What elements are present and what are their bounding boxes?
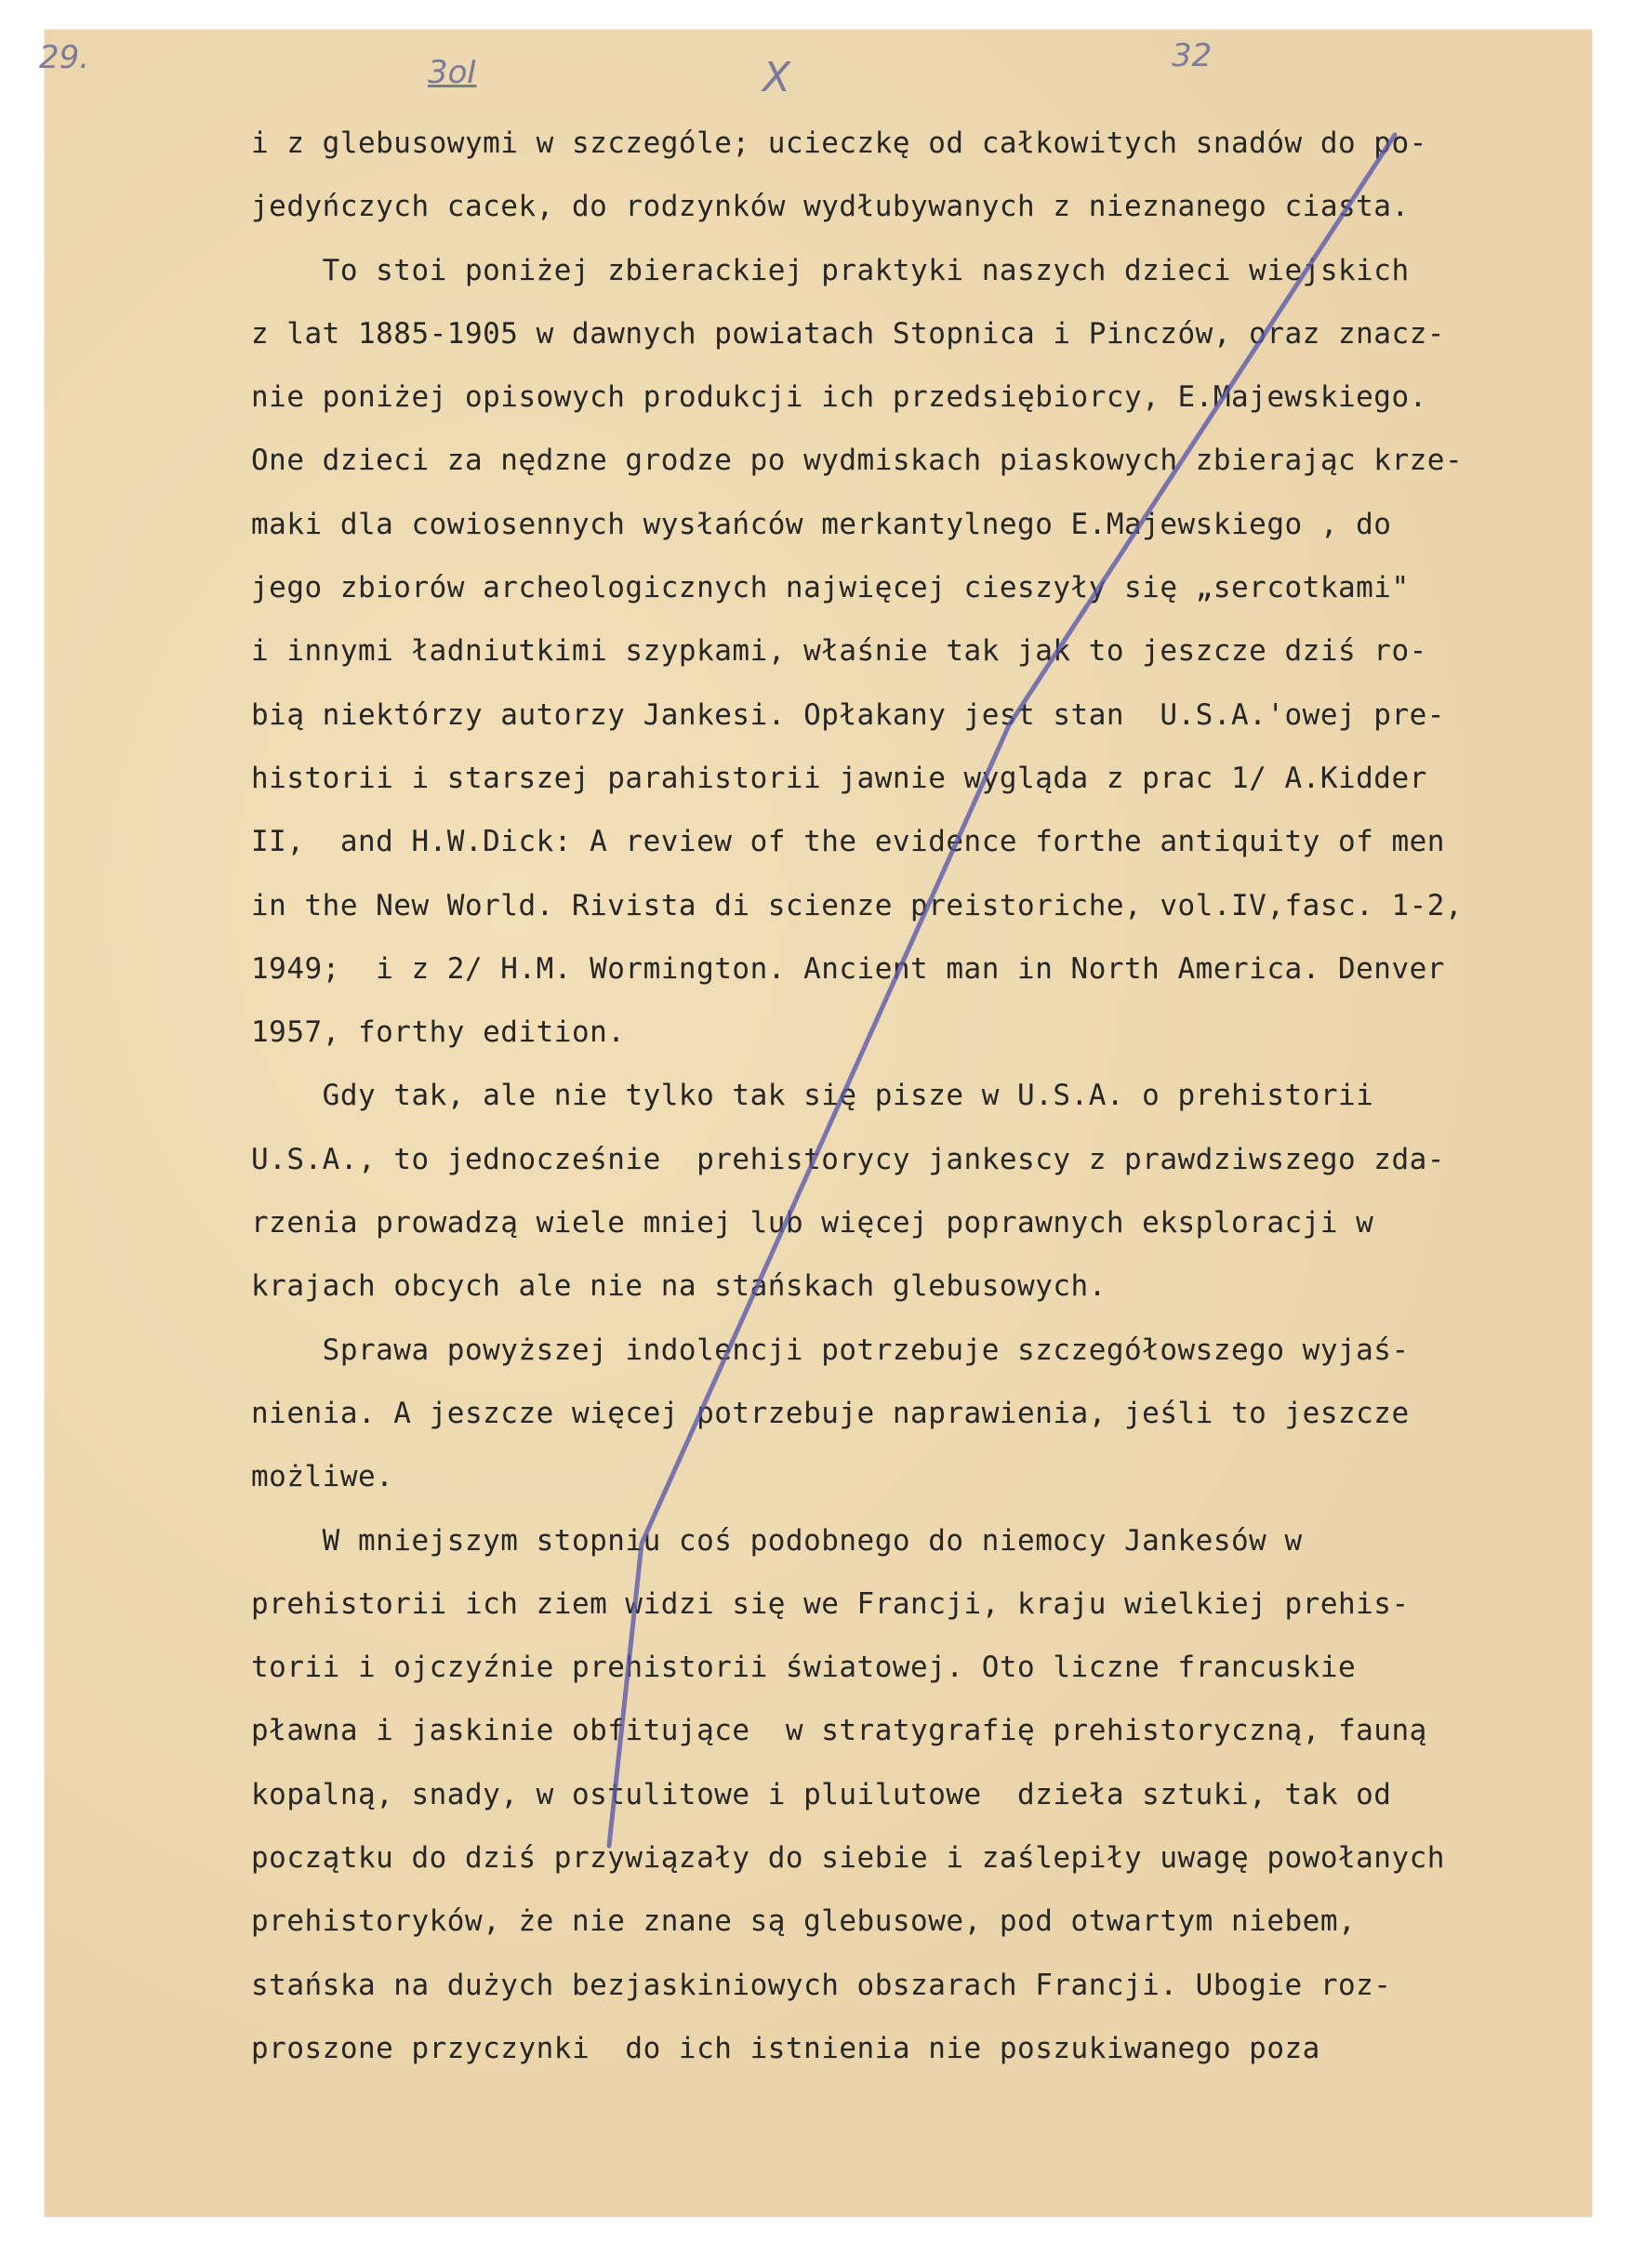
text-line: prehistoryków, że nie znane są glebusowe, pod otwartym niebem, bbox=[251, 1904, 1357, 1939]
cross-mark: X bbox=[762, 54, 791, 101]
text-line: pławna i jaskinie obfitujące w stratygrafię prehistoryczną, fauną bbox=[251, 1714, 1427, 1748]
text-line: początku do dziś przywiązały do siebie i zaślepiły uwagę powołanych bbox=[251, 1841, 1445, 1876]
text-line: nie poniżej opisowych produkcji ich przedsiębiorcy, E.Majewskiego. bbox=[251, 380, 1427, 415]
text-line: To stoi poniżej zbierackiej praktyki naszych dzieci wiejskich bbox=[251, 253, 1410, 287]
typewritten-body bbox=[251, 112, 1581, 2080]
text-line: W mniejszym stopniu coś podobnego do niemocy Jankesów w bbox=[251, 1523, 1303, 1558]
text-line: maki dla cowiosennych wysłańców merkantylnego E.Majewskiego , do bbox=[251, 507, 1392, 541]
text-line: z lat 1885-1905 w dawnych powiatach Stopnica i Pinczów, oraz znacz- bbox=[251, 316, 1445, 351]
text-line: kopalną, snady, w ostulitowe i pluilutowe dzieła sztuki, tak od bbox=[251, 1777, 1392, 1811]
text-line: 1949; i z 2/ H.M. Wormington. Ancient man in North America. Denver bbox=[251, 951, 1445, 986]
text-line: prehistorii ich ziem widzi się we Francji, kraju wielkiej prehis- bbox=[251, 1586, 1410, 1621]
text-line: rzenia prowadzą wiele mniej lub więcej poprawnych eksploracji w bbox=[251, 1206, 1374, 1240]
text-line: 1957, forthy edition. bbox=[251, 1015, 626, 1050]
text-line: U.S.A., to jednocześnie prehistorycy jankescy z prawdziwszego zda- bbox=[251, 1142, 1445, 1176]
text-line: nienia. A jeszcze więcej potrzebuje naprawienia, jeśli to jeszcze bbox=[251, 1396, 1410, 1430]
text-line: bią niektórzy autorzy Jankesi. Opłakany jest stan U.S.A.'owej pre- bbox=[251, 697, 1445, 732]
text-line: torii i ojczyźnie prehistorii światowej. Oto liczne francuskie bbox=[251, 1651, 1357, 1685]
text-line: historii i starszej parahistorii jawnie wygląda z prac 1/ A.Kidder bbox=[251, 761, 1427, 795]
text-line: możliwe. bbox=[251, 1460, 394, 1494]
folio-note: 3oI bbox=[428, 54, 477, 91]
text-line: jego zbiorów archeologicznych najwięcej cieszyły się „sercotkami" bbox=[251, 571, 1410, 605]
text-line: II, and H.W.Dick: A review of the evidence forthe antiquity of men bbox=[251, 825, 1445, 859]
text-line: Sprawa powyższej indolencji potrzebuje szczegółowszego wyjaś- bbox=[251, 1333, 1410, 1367]
text-line: proszone przyczynki do ich istnienia nie poszukiwanego poza bbox=[251, 2031, 1320, 2065]
text-line: in the New World. Rivista di scienze preistoriche, vol.IV,fasc. 1-2, bbox=[251, 888, 1464, 922]
text-line: i innymi ładniutkimi szypkami, właśnie tak jak to jeszcze dziś ro- bbox=[251, 634, 1427, 669]
text-line: One dzieci za nędzne grodze po wydmiskach piaskowych zbierając krze- bbox=[251, 444, 1464, 478]
text-line: i z glebusowymi w szczególe; ucieczkę od całkowitych snadów do po- bbox=[251, 126, 1427, 160]
text-line: jedyńczych cacek, do rodzynków wydłubywanych z nieznanego ciasta. bbox=[251, 190, 1410, 224]
page-number-right: 32 bbox=[1172, 37, 1213, 74]
text-line: Gdy tak, ale nie tylko tak się pisze w U.S.A. o prehistorii bbox=[251, 1079, 1374, 1113]
text-line: krajach obcych ale nie na stańskach glebusowych. bbox=[251, 1269, 1107, 1304]
page-number-left: 29. bbox=[39, 39, 90, 76]
text-line: stańska na dużych bezjaskiniowych obszarach Francji. Ubogie roz- bbox=[251, 1968, 1392, 2002]
